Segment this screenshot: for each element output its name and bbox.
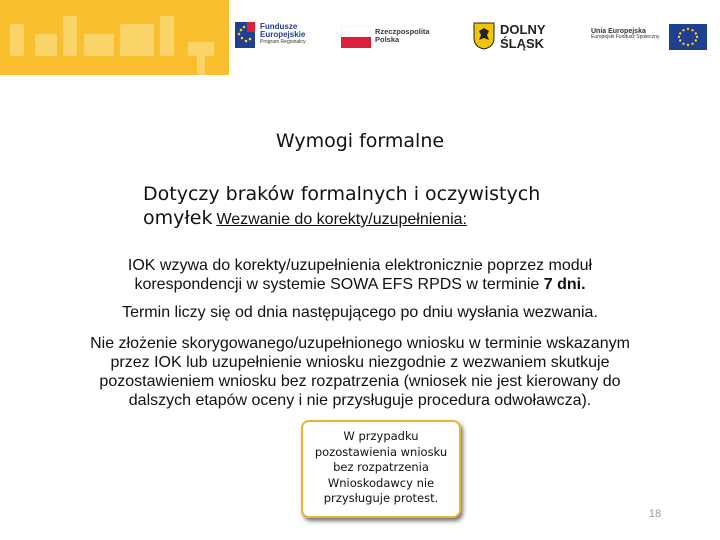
paragraph-line: pozostawieniem wniosku bez rozpatrzenia (wniosek nie jest kierowany do bbox=[99, 373, 621, 390]
decor-block bbox=[35, 34, 57, 56]
paragraph-line: Nie złożenie skorygowanego/uzupełnionego wniosku w terminie wskazanym bbox=[90, 335, 630, 352]
unia-europejska-logo bbox=[591, 14, 716, 64]
paragraph-line: przez IOK lub uzupełnienie wniosku niezgodnie z wezwaniem skutkuje bbox=[110, 354, 610, 371]
paragraph-line bbox=[0, 275, 720, 294]
logo-text: Polska bbox=[375, 34, 400, 44]
paragraph-correction-request bbox=[0, 256, 720, 294]
decor-block bbox=[197, 56, 205, 75]
logo-text: Unia Europejska bbox=[591, 28, 646, 35]
decor-block bbox=[160, 16, 174, 56]
decor-block bbox=[10, 24, 24, 56]
paragraph-consequences bbox=[0, 334, 720, 410]
note-line: W przypadku bbox=[343, 429, 419, 443]
polish-flag-icon bbox=[341, 26, 371, 48]
decor-block bbox=[120, 24, 154, 56]
paragraph-deadline: Termin liczy się od dnia następującego po dniu wysłania wezwania. bbox=[122, 304, 598, 321]
logo-text: Europejski Fundusz Społeczny bbox=[591, 34, 660, 41]
decor-block bbox=[84, 34, 114, 56]
eu-flag-icon bbox=[669, 24, 707, 50]
note-line: przysługuje protest. bbox=[323, 491, 439, 505]
note-line: Wnioskodawcy nie bbox=[327, 475, 435, 490]
note-line: bez rozpatrzenia bbox=[333, 460, 429, 474]
logo-text: Program Regionalny bbox=[260, 38, 306, 45]
coat-of-arms-icon bbox=[473, 22, 495, 50]
logo-text: DOLNY bbox=[500, 22, 546, 37]
lead-subheading: Wezwanie do korekty/uzupełnienia: bbox=[216, 211, 467, 228]
paragraph-line: dalszych etapów oceny i nie przysługuje procedura odwoławcza). bbox=[128, 392, 592, 409]
rzeczpospolita-polska-logo bbox=[341, 14, 451, 64]
note-line: pozostawienia wniosku bbox=[314, 444, 448, 459]
logo-text: Europejskie bbox=[260, 30, 306, 40]
paragraph-line: IOK wzywa do korekty/uzupełnienia elektronicznie poprzez moduł bbox=[127, 257, 593, 274]
dolny-slask-logo bbox=[473, 14, 563, 64]
slide-title: Wymogi formalne bbox=[275, 130, 445, 152]
paragraph-text: korespondencji w systemie SOWA EFS RPDS w terminie bbox=[134, 276, 544, 293]
logo-text: ŚLĄSK bbox=[500, 36, 545, 51]
fundusze-europejskie-logo bbox=[235, 14, 335, 64]
logo-text: Rzeczpospolita bbox=[375, 27, 430, 36]
decor-block bbox=[63, 16, 77, 56]
decor-block bbox=[188, 42, 214, 56]
note-box bbox=[301, 420, 461, 518]
fundusze-europejskie-emblem-icon bbox=[235, 22, 255, 48]
lead-paragraph bbox=[143, 182, 613, 232]
page-number: 18 bbox=[648, 508, 662, 520]
deadline-days: 7 dni. bbox=[543, 276, 586, 293]
lead-text: Dotyczy braków formalnych i oczywistych omyłek bbox=[143, 183, 541, 229]
logo-strip bbox=[229, 0, 720, 75]
logo-text: Fundusze bbox=[260, 22, 298, 31]
header-band bbox=[0, 0, 720, 75]
